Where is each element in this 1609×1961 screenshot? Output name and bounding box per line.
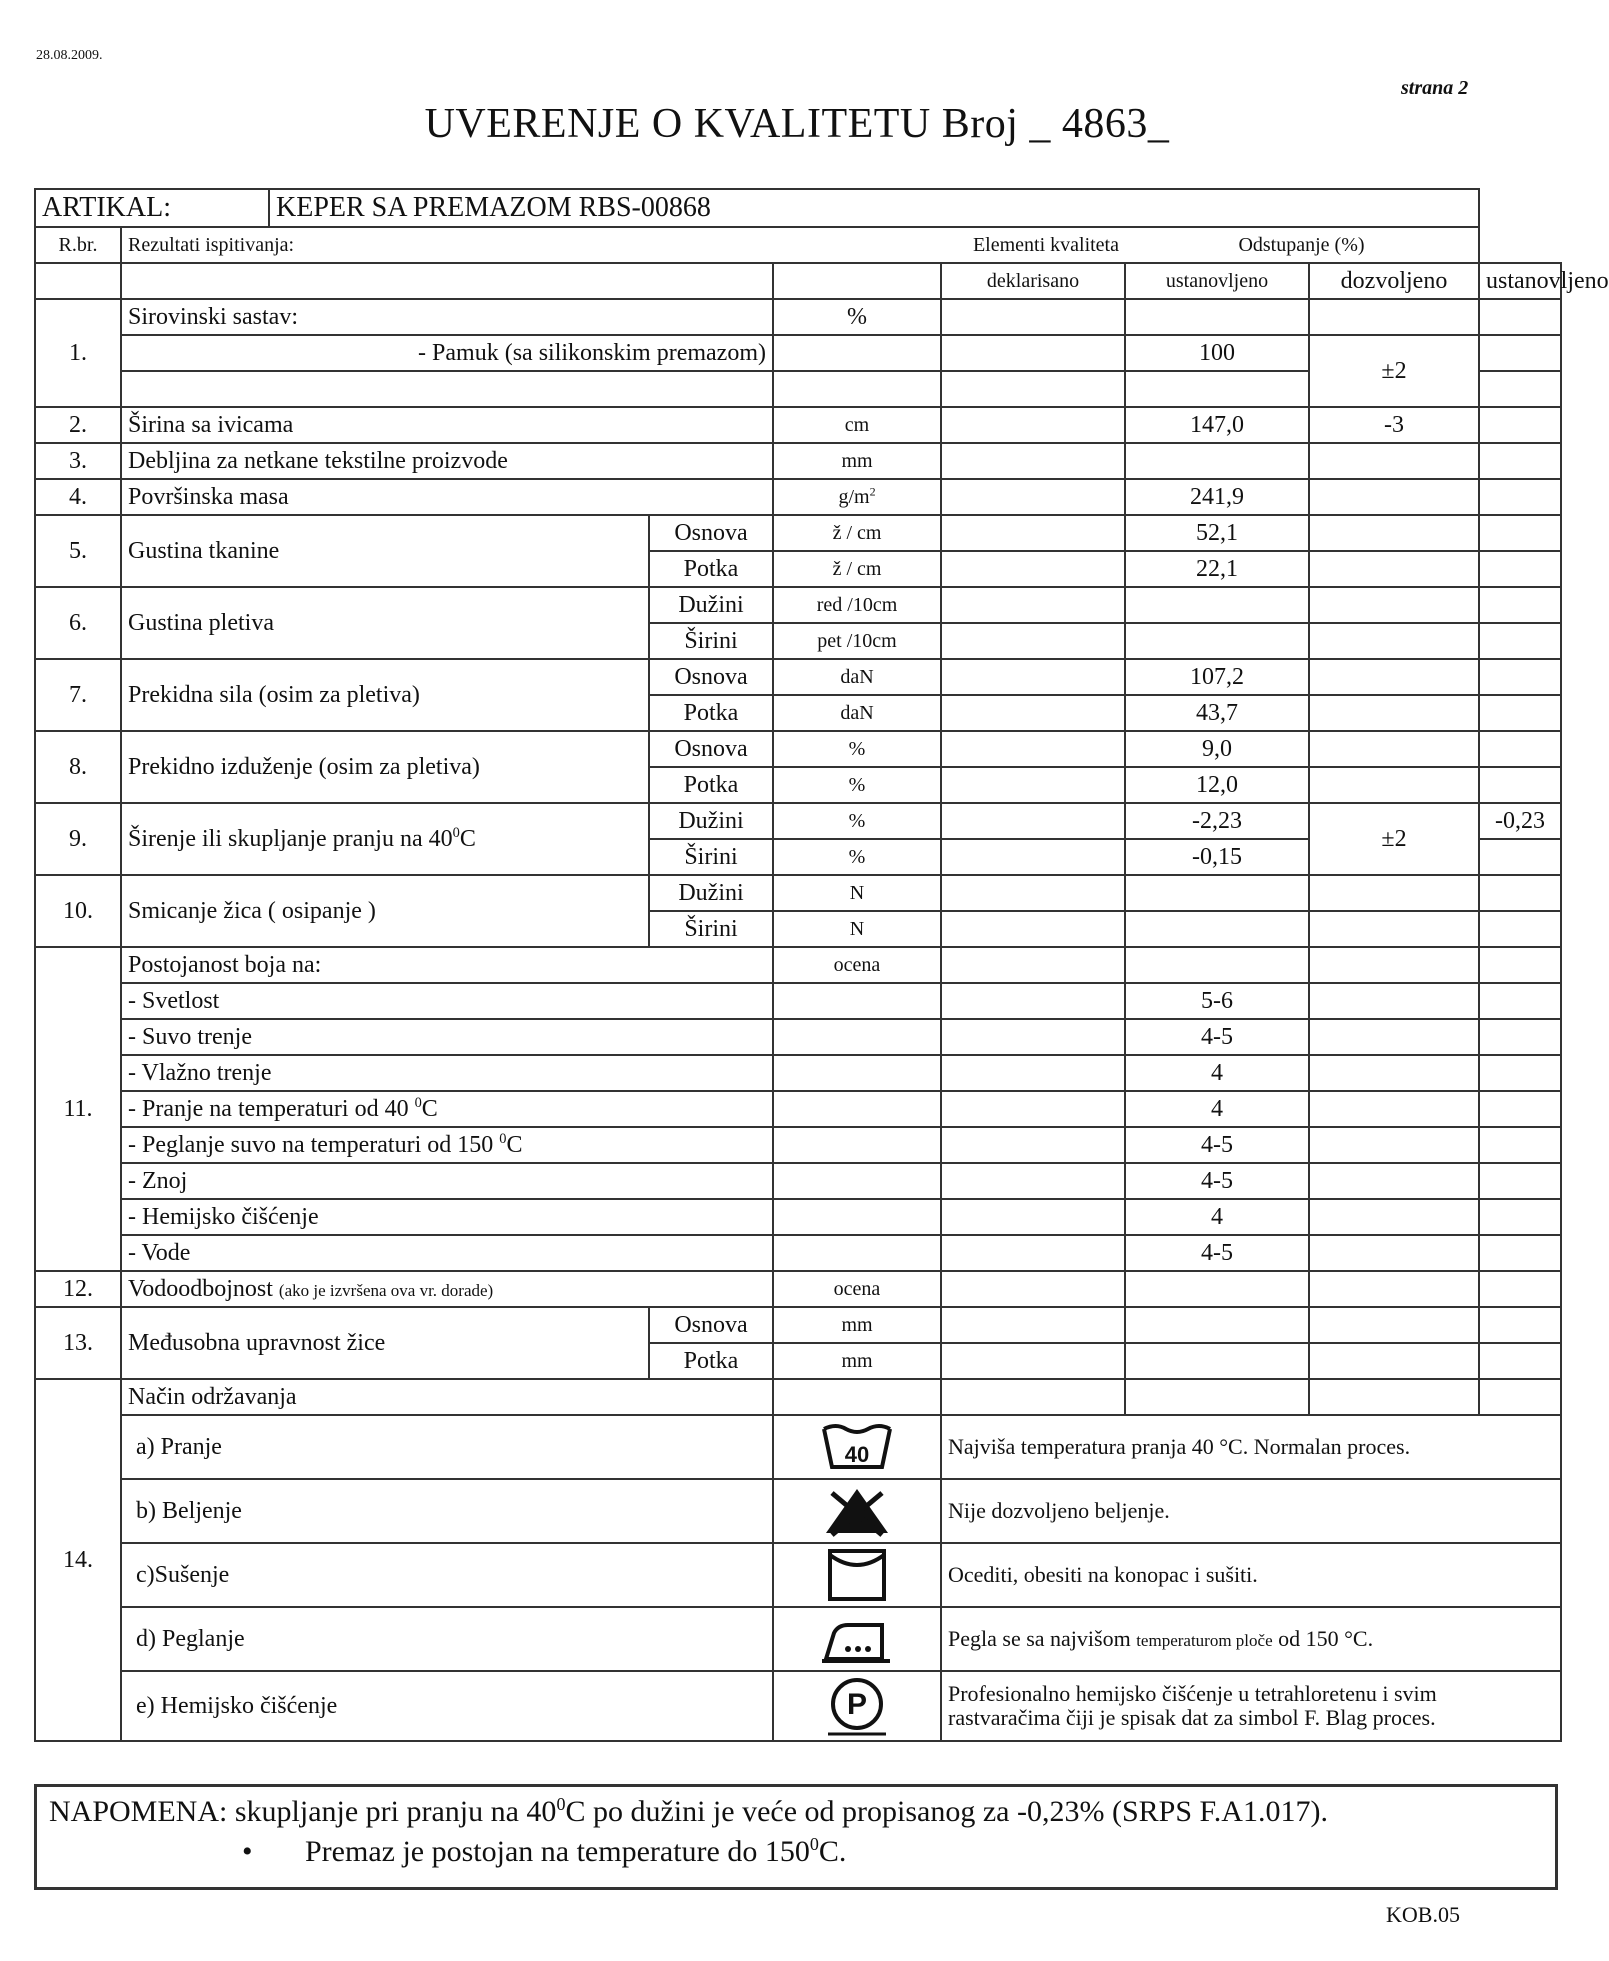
row-10-label: Smicanje žica ( osipanje ) — [121, 875, 649, 947]
row-13-label: Međusobna upravnost žice — [121, 1307, 649, 1379]
row-11-item-value: 4 — [1125, 1199, 1309, 1235]
row-3-unit: mm — [773, 443, 941, 479]
row-5-unit2: ž / cm — [773, 551, 941, 587]
row-4-unit: $g/m^2$ — [773, 479, 941, 515]
quality-certificate-table — [34, 188, 1609, 1742]
row-11-item-value: 4-5 — [1125, 1019, 1309, 1055]
row-12-num: 12. — [35, 1271, 121, 1307]
row-6-unit2: pet /10cm — [773, 623, 941, 659]
row-9-sub1: Dužini — [649, 803, 773, 839]
row-9-unit2: % — [773, 839, 941, 875]
col-deviation: Odstupanje (%) — [1125, 227, 1479, 263]
row-13-unit1: mm — [773, 1307, 941, 1343]
row-5-sub1: Osnova — [649, 515, 773, 551]
row-6-num: 6. — [35, 587, 121, 659]
row-10-num: 10. — [35, 875, 121, 947]
row-1-unit: % — [773, 299, 941, 335]
row-11-item-value: 4 — [1125, 1055, 1309, 1091]
row-9-dev: -0,23 — [1479, 803, 1561, 839]
row-3-num: 3. — [35, 443, 121, 479]
row-8-unit2: % — [773, 767, 941, 803]
no-bleach-icon — [773, 1479, 941, 1543]
row-4-value: 241,9 — [1125, 479, 1309, 515]
row-1-sub: - Pamuk (sa silikonskim premazom) — [121, 335, 773, 371]
artikal-value: KEPER SA PREMAZOM RBS-00868 — [269, 189, 1479, 227]
care-label-drying: c)Sušenje — [121, 1543, 773, 1607]
row-10-sub2: Širini — [649, 911, 773, 947]
row-8-sub2: Potka — [649, 767, 773, 803]
row-7-value1: 107,2 — [1125, 659, 1309, 695]
row-7-num: 7. — [35, 659, 121, 731]
col-allowed: dozvoljeno — [1309, 263, 1479, 299]
row-9-value1: -2,23 — [1125, 803, 1309, 839]
row-5-sub2: Potka — [649, 551, 773, 587]
col-dev-established: ustanovljeno — [1479, 263, 1561, 299]
dry-clean-p-icon — [773, 1671, 941, 1741]
row-2-value: 147,0 — [1125, 407, 1309, 443]
row-11-item: - Svetlost — [121, 983, 773, 1019]
row-11-item: - Hemijsko čišćenje — [121, 1199, 773, 1235]
row-2-allowed: -3 — [1309, 407, 1479, 443]
svg-text:40: 40 — [844, 1442, 870, 1467]
care-text-wash: Najviša temperatura pranja 40 °C. Normalan proces. — [941, 1415, 1561, 1479]
row-11-num: 11. — [35, 947, 121, 1271]
care-text-ironing: Pegla se sa najvišom temperaturom ploče od 150 °C. — [941, 1607, 1561, 1671]
row-9-unit1: % — [773, 803, 941, 839]
row-11-label: Postojanost boja na: — [121, 947, 773, 983]
row-11-item-value: 4-5 — [1125, 1235, 1309, 1271]
form-code: KOB.05 — [1386, 1902, 1460, 1927]
col-rbr: R.br. — [35, 227, 121, 263]
row-8-num: 8. — [35, 731, 121, 803]
row-7-unit2: daN — [773, 695, 941, 731]
row-11-unit: ocena — [773, 947, 941, 983]
row-7-label: Prekidna sila (osim za pletiva) — [121, 659, 649, 731]
row-12-note: (ako je izvršena ova vr. dorade) — [278, 1280, 494, 1300]
row-13-sub1: Osnova — [649, 1307, 773, 1343]
row-11-item: - Peglanje suvo na temperaturi od 150 $^0$C — [121, 1127, 773, 1163]
page-number: strana 2 — [1401, 77, 1469, 99]
row-14-num: 14. — [35, 1379, 121, 1741]
note-box — [34, 1784, 1558, 1890]
row-11-item-value: 4-5 — [1125, 1127, 1309, 1163]
row-5-num: 5. — [35, 515, 121, 587]
row-13-num: 13. — [35, 1307, 121, 1379]
row-10-unit2: N — [773, 911, 941, 947]
row-3-label: Debljina za netkane tekstilne proizvode — [121, 443, 773, 479]
row-8-sub1: Osnova — [649, 731, 773, 767]
row-8-unit1: % — [773, 731, 941, 767]
col-established: ustanovljeno — [1125, 263, 1309, 299]
note-line-2: Premaz je postojan na temperature do $150^0C$. — [305, 1834, 847, 1868]
row-14-label: Način održavanja — [121, 1379, 773, 1415]
note-bullet: • — [242, 1835, 253, 1868]
row-7-value2: 43,7 — [1125, 695, 1309, 731]
row-13-unit2: mm — [773, 1343, 941, 1379]
row-9-allowed: ±2 — [1309, 803, 1479, 875]
col-declared: deklarisano — [941, 263, 1125, 299]
care-text-dry-cleaning: Profesionalno hemijsko čišćenje u tetrahloretenu i svim rastvaračima čiji je spisak dat za simbol F. Blag proces. — [941, 1671, 1561, 1741]
row-11-item: - Znoj — [121, 1163, 773, 1199]
row-1-value: 100 — [1125, 335, 1309, 371]
row-7-sub2: Potka — [649, 695, 773, 731]
note-line-1: NAPOMENA: skupljanje pri pranju na $40^0C$ po dužini je veće od propisanog za -0,23% (SRPS F.A1.017). — [49, 1794, 1328, 1828]
row-8-value1: 9,0 — [1125, 731, 1309, 767]
row-5-unit1: ž / cm — [773, 515, 941, 551]
row-4-num: 4. — [35, 479, 121, 515]
row-8-label: Prekidno izduženje (osim za pletiva) — [121, 731, 649, 803]
row-10-sub1: Dužini — [649, 875, 773, 911]
row-7-sub1: Osnova — [649, 659, 773, 695]
row-2-num: 2. — [35, 407, 121, 443]
care-text-bleach: Nije dozvoljeno beljenje. — [941, 1479, 1561, 1543]
iron-150-icon — [773, 1607, 941, 1671]
document-title: UVERENJE O KVALITETU Broj _ 4863_ — [424, 101, 1170, 147]
row-9-sub2: Širini — [649, 839, 773, 875]
row-9-label: Širenje ili skupljanje pranju na $40^0C$ — [121, 803, 649, 875]
row-1-label: Sirovinski sastav: — [121, 299, 773, 335]
row-13-sub2: Potka — [649, 1343, 773, 1379]
row-4-label: Površinska masa — [121, 479, 773, 515]
row-11-item-value: 5-6 — [1125, 983, 1309, 1019]
care-label-bleach: b) Beljenje — [121, 1479, 773, 1543]
row-6-sub1: Dužini — [649, 587, 773, 623]
row-5-label: Gustina tkanine — [121, 515, 649, 587]
col-results: Rezultati ispitivanja: — [121, 227, 773, 263]
row-1-num: 1. — [35, 299, 121, 407]
row-9-value2: -0,15 — [1125, 839, 1309, 875]
row-8-value2: 12,0 — [1125, 767, 1309, 803]
svg-text:P: P — [846, 1688, 868, 1721]
row-11-item: - Vlažno trenje — [121, 1055, 773, 1091]
row-5-value2: 22,1 — [1125, 551, 1309, 587]
row-11-item: - Suvo trenje — [121, 1019, 773, 1055]
row-11-item-value: 4 — [1125, 1091, 1309, 1127]
row-9-num: 9. — [35, 803, 121, 875]
row-12-label: Vodoodbojnost (ako je izvršena ova vr. dorade) — [121, 1271, 773, 1307]
row-1-allowed: ±2 — [1309, 335, 1479, 407]
row-6-sub2: Širini — [649, 623, 773, 659]
document-date: 28.08.2009. — [36, 48, 103, 63]
wash-40-icon — [773, 1415, 941, 1479]
row-6-label: Gustina pletiva — [121, 587, 649, 659]
care-label-ironing: d) Peglanje — [121, 1607, 773, 1671]
artikal-label: ARTIKAL: — [35, 189, 269, 227]
row-11-item: - Pranje na temperaturi od 40 $^0$C — [121, 1091, 773, 1127]
row-5-value1: 52,1 — [1125, 515, 1309, 551]
row-7-unit1: daN — [773, 659, 941, 695]
row-11-item-value: 4-5 — [1125, 1163, 1309, 1199]
row-11-item: - Vode — [121, 1235, 773, 1271]
row-12-unit: ocena — [773, 1271, 941, 1307]
care-text-drying: Ocediti, obesiti na konopac i sušiti. — [941, 1543, 1561, 1607]
care-label-wash: a) Pranje — [121, 1415, 773, 1479]
row-2-label: Širina sa ivicama — [121, 407, 773, 443]
row-10-unit1: N — [773, 875, 941, 911]
line-dry-icon — [773, 1543, 941, 1607]
row-6-unit1: red /10cm — [773, 587, 941, 623]
care-label-dry-cleaning: e) Hemijsko čišćenje — [121, 1671, 773, 1741]
col-elements: Elementi kvaliteta — [773, 227, 1125, 263]
row-2-unit: cm — [773, 407, 941, 443]
